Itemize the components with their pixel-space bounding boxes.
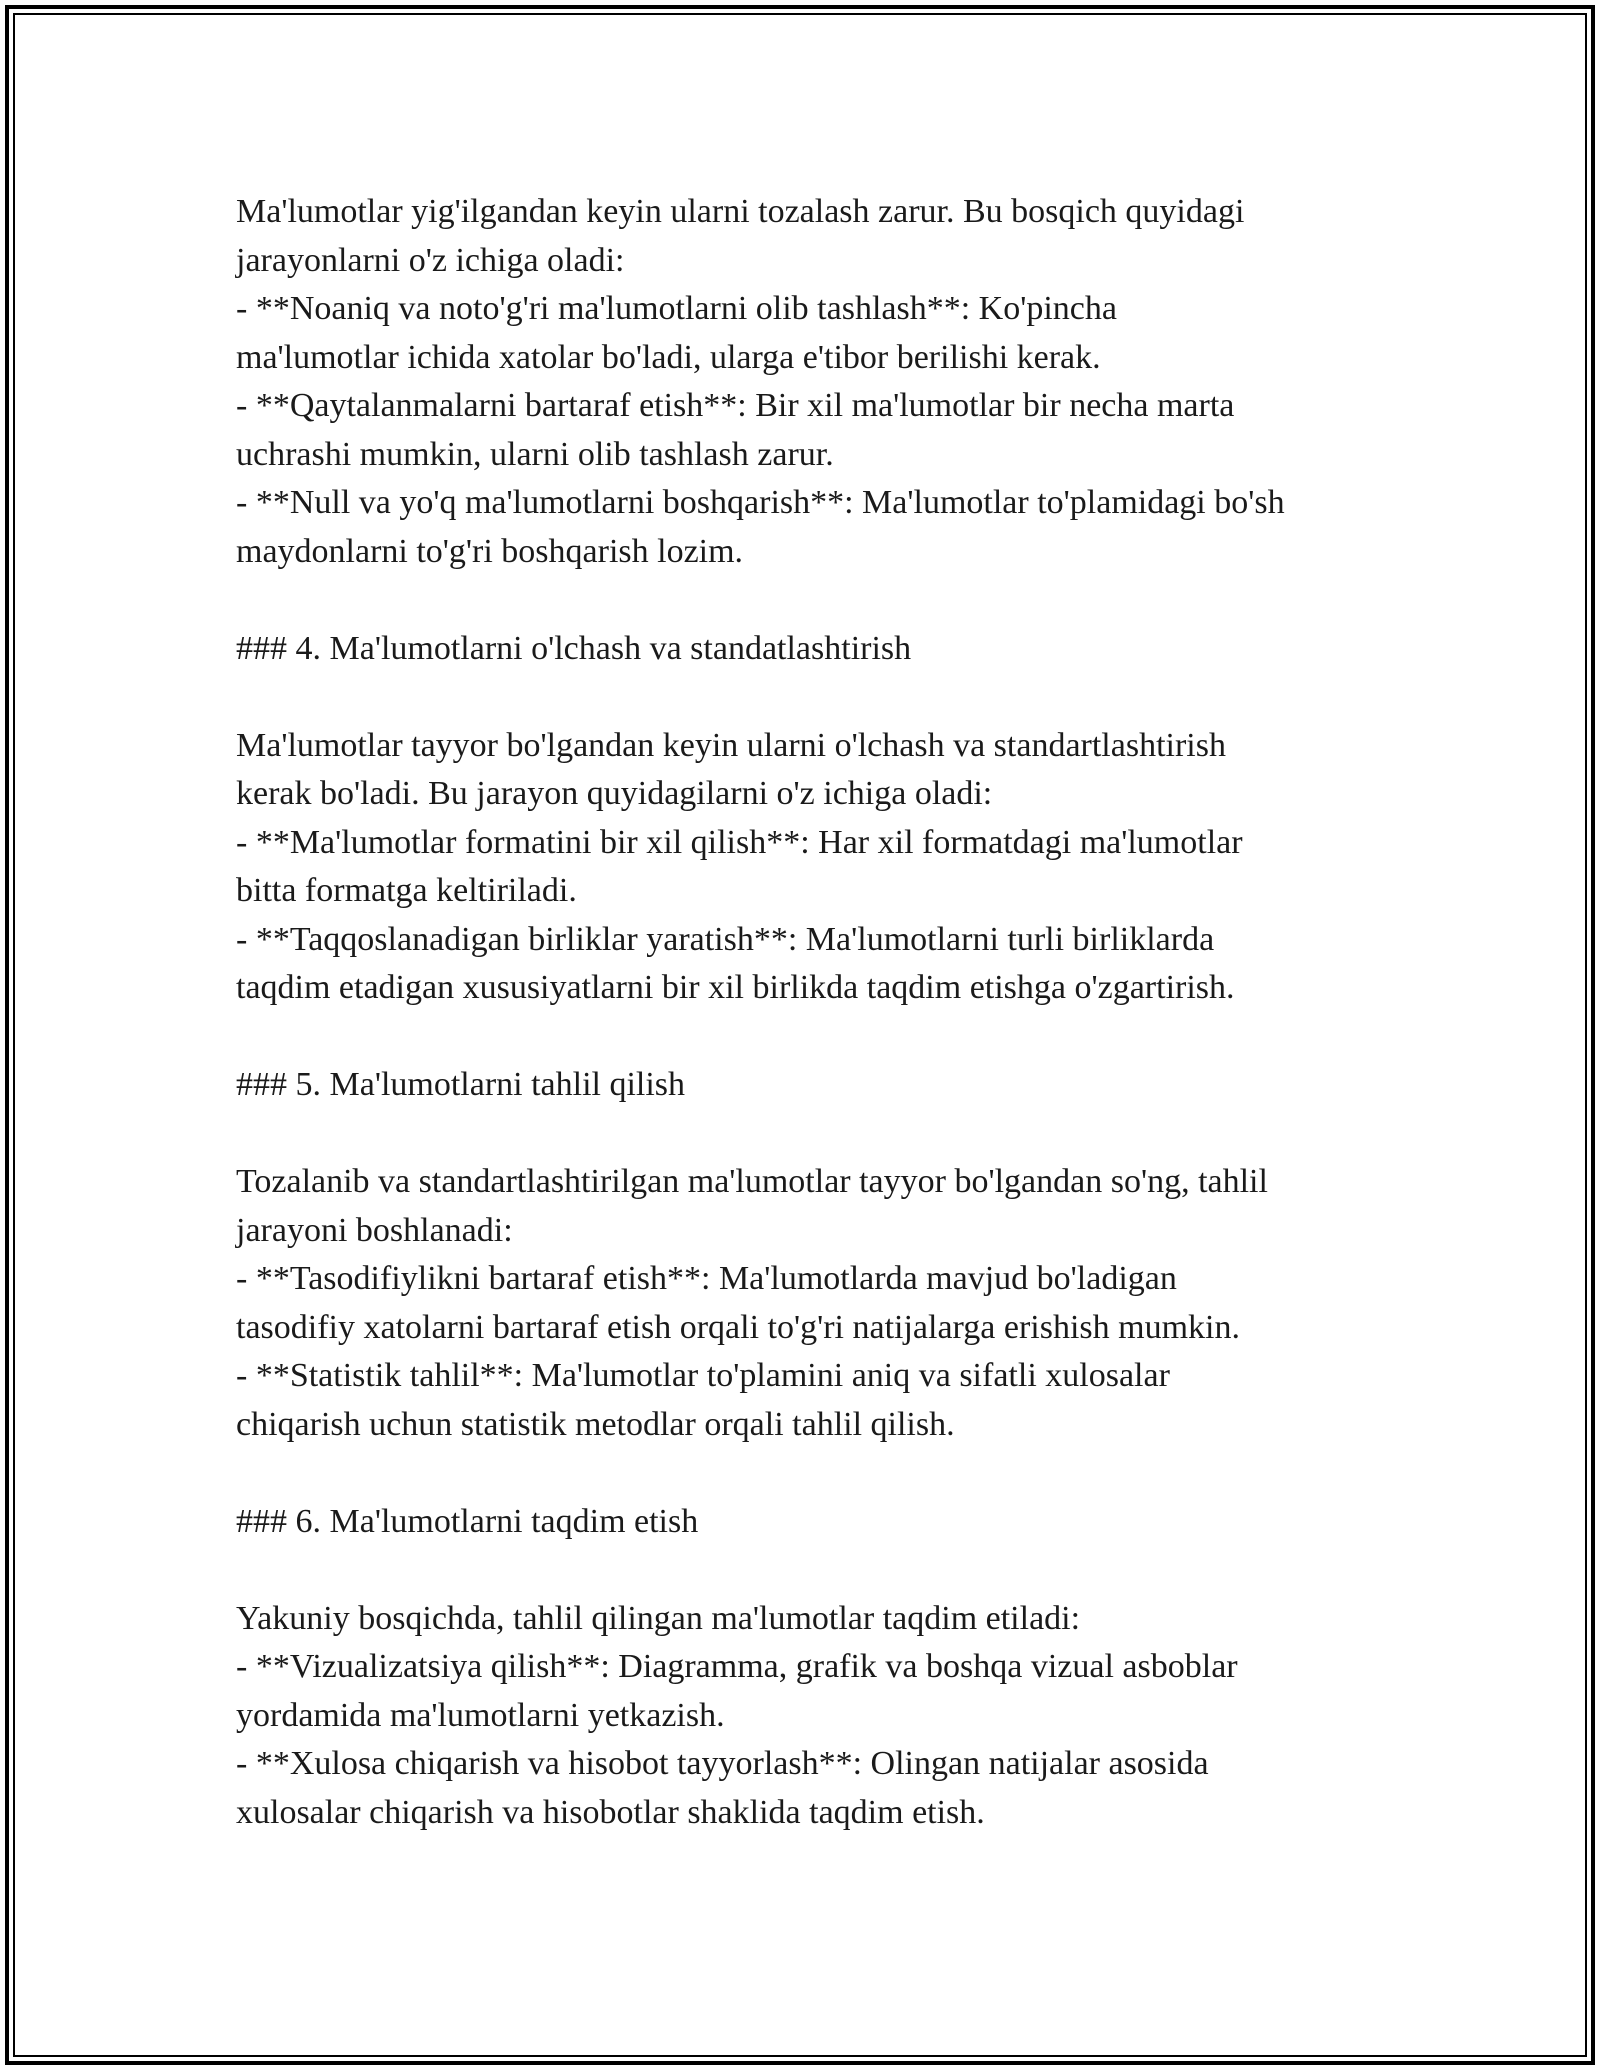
text-line: Ma'lumotlar yig'ilgandan keyin ularni tozalash zarur. Bu bosqich quyidagi xyxy=(236,193,1245,230)
bullet-line: - **Ma'lumotlar formatini bir xil qilish**: Har xil formatdagi ma'lumotlar xyxy=(236,823,1243,861)
text-line: Ma'lumotlar tayyor bo'lgandan keyin ularni o'lchash va standartlashtirish xyxy=(236,726,1226,764)
section-6 xyxy=(236,1498,1376,1838)
intro-paragraph xyxy=(236,188,1376,576)
bullet-line: - **Xulosa chiqarish va hisobot tayyorlash**: Olingan natijalar asosida xyxy=(236,1745,1209,1782)
section-heading: ### 4. Ma'lumotlarni o'lchash va standatlashtirish xyxy=(236,629,912,667)
text-line: xulosalar chiqarish va hisobotlar shaklida taqdim etish. xyxy=(236,1793,985,1831)
text-line: bitta formatga keltiriladi. xyxy=(236,872,577,909)
bullet-line: - **Null va yo'q ma'lumotlarni boshqarish**: Ma'lumotlar to'plamidagi bo'sh xyxy=(236,484,1285,521)
section-heading: ### 6. Ma'lumotlarni taqdim etish xyxy=(236,1502,699,1540)
document-body xyxy=(236,188,1376,1837)
bullet-line: - **Vizualizatsiya qilish**: Diagramma, grafik va boshqa vizual asboblar xyxy=(236,1648,1238,1685)
text-line: Yakuniy bosqichda, tahlil qilingan ma'lumotlar taqdim etiladi: xyxy=(236,1599,1081,1637)
bullet-line: - **Tasodifiylikni bartaraf etish**: Ma'lumotlarda mavjud bo'ladigan xyxy=(236,1260,1177,1297)
paragraph-gap xyxy=(236,1013,1376,1062)
text-line: jarayoni boshlanadi: xyxy=(236,1211,513,1249)
section-4 xyxy=(236,625,1376,1013)
text-line: tasodifiy xatolarni bartaraf etish orqali to'g'ri natijalarga erishish mumkin. xyxy=(236,1308,1240,1346)
text-line: uchrashi mumkin, ularni olib tashlash zarur. xyxy=(236,435,834,473)
text-line: maydonlarni to'g'ri boshqarish lozim. xyxy=(236,532,744,570)
text-line: yordamida ma'lumotlarni yetkazish. xyxy=(236,1696,725,1734)
paragraph-gap xyxy=(236,576,1376,625)
paragraph-gap xyxy=(236,1110,1376,1159)
paragraph-gap xyxy=(236,1546,1376,1595)
paragraph-gap xyxy=(236,673,1376,722)
text-line: kerak bo'ladi. Bu jarayon quyidagilarni o'z ichiga oladi: xyxy=(236,775,993,812)
text-line: ma'lumotlar ichida xatolar bo'ladi, ularga e'tibor berilishi kerak. xyxy=(236,338,1101,376)
section-5 xyxy=(236,1061,1376,1449)
text-line: taqdim etadigan xususiyatlarni bir xil birlikda taqdim etishga o'zgartirish. xyxy=(236,969,1235,1006)
text-line: chiqarish uchun statistik metodlar orqali tahlil qilish. xyxy=(236,1405,955,1443)
text-line: Tozalanib va standartlashtirilgan ma'lumotlar tayyor bo'lgandan so'ng, tahlil xyxy=(236,1163,1268,1200)
paragraph-gap xyxy=(236,1449,1376,1498)
section-heading: ### 5. Ma'lumotlarni tahlil qilish xyxy=(236,1066,686,1103)
bullet-line: - **Qaytalanmalarni bartaraf etish**: Bir xil ma'lumotlar bir necha marta xyxy=(236,387,1235,424)
text-line: jarayonlarni o'z ichiga oladi: xyxy=(236,241,625,279)
bullet-line: - **Noaniq va noto'g'ri ma'lumotlarni olib tashlash**: Ko'pincha xyxy=(236,290,1117,327)
bullet-line: - **Statistik tahlil**: Ma'lumotlar to'plamini aniq va sifatli xulosalar xyxy=(236,1357,1170,1394)
bullet-line: - **Taqqoslanadigan birliklar yaratish**: Ma'lumotlarni turli birliklarda xyxy=(236,920,1215,958)
